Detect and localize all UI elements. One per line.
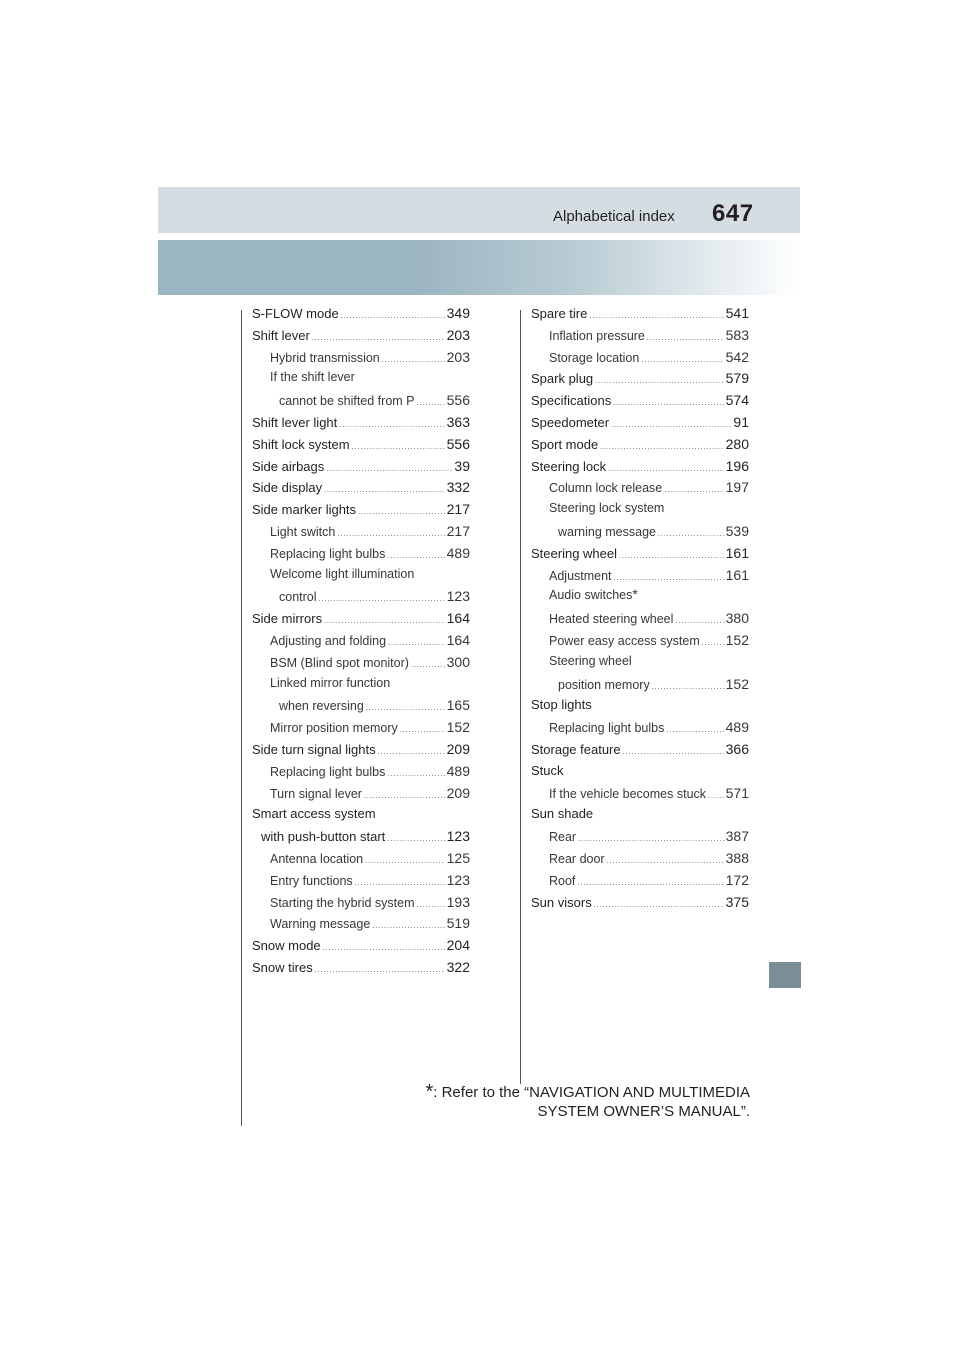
dot-leader (319, 596, 445, 603)
index-page-number: 161 (725, 566, 749, 583)
dot-leader (614, 575, 724, 582)
index-term: Roof (549, 873, 576, 888)
index-entry (531, 632, 749, 654)
index-entry (531, 850, 749, 872)
index-term: Spare tire (531, 306, 588, 321)
index-term: Inflation pressure (549, 328, 645, 343)
index-term: Linked mirror function (270, 675, 391, 690)
index-entry (531, 392, 749, 414)
index-page-number: 217 (446, 522, 470, 539)
dot-leader (339, 422, 444, 429)
index-page-number: 542 (725, 348, 749, 365)
index-term: Storage location (549, 350, 640, 365)
index-term: Side turn signal lights (252, 741, 376, 757)
index-page-number: 556 (446, 392, 470, 409)
index-page-number: 164 (446, 610, 470, 627)
dot-leader (337, 531, 444, 538)
index-term: Shift lever light (252, 414, 338, 430)
index-term: Storage feature (531, 741, 621, 757)
index-entry (252, 588, 470, 610)
dot-leader (323, 945, 445, 952)
index-term: Sun shade (531, 806, 594, 822)
index-page-number: 193 (446, 893, 470, 910)
dot-leader (400, 727, 445, 734)
dot-leader (387, 553, 444, 560)
index-entry (252, 697, 470, 719)
column-divider-middle (520, 310, 521, 1084)
index-page-number: 123 (446, 588, 470, 605)
index-page-number: 539 (725, 522, 749, 539)
index-entry (531, 741, 749, 763)
index-page-number: 380 (725, 610, 749, 627)
index-page-number: 300 (446, 653, 470, 670)
index-entry: Audio switches * (549, 586, 638, 603)
index-entry (531, 828, 749, 850)
index-page-number: 209 (446, 784, 470, 801)
dot-leader (417, 400, 445, 407)
index-page-number: 164 (446, 631, 470, 648)
dot-leader (619, 553, 724, 560)
index-entry (531, 610, 749, 632)
index-entry (252, 567, 470, 589)
dot-leader (608, 466, 723, 473)
index-term: Light switch (270, 524, 336, 539)
footnote-line-1: : Refer to the “NAVIGATION AND MULTIMEDIA (433, 1084, 750, 1101)
index-page-number: 583 (725, 326, 749, 343)
dot-leader (372, 923, 444, 930)
section-title: Alphabetical index (553, 208, 675, 225)
index-term: Warning message (270, 917, 371, 932)
index-term: If the vehicle becomes stuck (549, 786, 707, 801)
index-column-right (531, 305, 749, 915)
index-entry (252, 523, 470, 545)
index-term: Hybrid transmission (270, 350, 380, 365)
index-term: S-FLOW mode (252, 306, 339, 321)
index-page-number: 152 (725, 675, 749, 692)
index-page-number: 387 (725, 828, 749, 845)
index-entry (252, 436, 470, 458)
index-term: Entry functions (270, 873, 353, 888)
index-page-number: 375 (725, 893, 749, 910)
index-page-number: 571 (725, 784, 749, 801)
dot-leader (708, 793, 724, 800)
dot-leader (365, 858, 445, 865)
index-term: Smart access system (252, 806, 376, 822)
index-page-number: 332 (446, 479, 470, 496)
index-column-left (252, 305, 470, 981)
dot-leader (652, 684, 724, 691)
dot-leader (595, 378, 723, 385)
index-term: Side display (252, 480, 323, 496)
index-term: Snow mode (252, 938, 321, 954)
index-term: Specifications (531, 393, 612, 409)
index-term: Side marker lights (252, 502, 357, 518)
dot-leader (366, 705, 445, 712)
index-term: Adjusting and folding (270, 633, 387, 648)
index-page-number: 172 (725, 871, 749, 888)
index-entry (531, 719, 749, 741)
index-entry (252, 741, 470, 763)
index-entry (252, 828, 470, 850)
dot-leader (352, 444, 445, 451)
index-term: BSM (Blind spot monitor) (270, 655, 409, 670)
index-entry (252, 763, 470, 785)
index-term: position memory (558, 677, 650, 692)
column-divider-left (241, 310, 242, 1126)
index-term: Side mirrors (252, 611, 323, 627)
index-entry (252, 370, 470, 392)
index-entry (252, 676, 470, 698)
dot-leader (578, 836, 724, 843)
index-entry (531, 676, 749, 698)
index-term: Stop lights (531, 697, 592, 713)
index-page-number: 322 (446, 958, 470, 975)
index-entry (252, 545, 470, 567)
index-side-tab (769, 962, 801, 988)
dot-leader (324, 618, 445, 625)
index-term: Antenna location (270, 851, 364, 866)
footnote-star: * (425, 1081, 434, 1103)
index-page-number: 165 (446, 697, 470, 714)
index-entry (252, 327, 470, 349)
index-entry (531, 523, 749, 545)
index-entry (252, 501, 470, 523)
dot-leader (387, 771, 444, 778)
index-entry (252, 872, 470, 894)
index-term: Steering wheel (549, 653, 632, 668)
index-term: Audio switches (549, 588, 633, 603)
index-page-number: 197 (725, 479, 749, 496)
index-term: Mirror position memory (270, 721, 398, 736)
index-page-number: 388 (725, 849, 749, 866)
index-page-number: 209 (446, 740, 470, 757)
dot-leader (613, 400, 723, 407)
index-entry (531, 654, 749, 676)
index-term: Sport mode (531, 436, 599, 452)
dot-leader (358, 509, 445, 516)
index-page-number: 579 (725, 370, 749, 387)
index-page-number: 366 (725, 740, 749, 757)
dot-leader (600, 444, 723, 451)
index-page-number: 556 (446, 435, 470, 452)
index-term: Speedometer (531, 414, 610, 430)
header-gradient-band (158, 240, 800, 295)
index-entry (252, 959, 470, 981)
index-term: If the shift lever (270, 370, 355, 385)
index-entry (252, 414, 470, 436)
index-entry (252, 654, 470, 676)
index-term: Rear door (549, 851, 605, 866)
index-entry (531, 806, 749, 828)
dot-leader (326, 466, 452, 473)
dot-leader (666, 727, 723, 734)
index-term: Snow tires (252, 959, 313, 975)
index-entry (531, 414, 749, 436)
index-page-number: 203 (446, 326, 470, 343)
index-term: Side airbags (252, 458, 325, 474)
dot-leader (341, 313, 445, 320)
index-term: Stuck (531, 762, 564, 778)
index-entry (252, 479, 470, 501)
dot-leader (312, 335, 445, 342)
index-entry (252, 937, 470, 959)
index-term: Power easy access system (549, 633, 700, 648)
index-term: Replacing light bulbs (270, 546, 386, 561)
index-term: control (279, 590, 317, 605)
header-bar (158, 187, 800, 233)
dot-leader (364, 793, 445, 800)
index-entry (531, 436, 749, 458)
index-term: Replacing light bulbs (270, 764, 386, 779)
index-entry (252, 392, 470, 414)
index-page-number: 39 (454, 457, 470, 474)
index-entry (531, 305, 749, 327)
index-page-number: 161 (725, 544, 749, 561)
index-term: Rear (549, 830, 577, 845)
index-entry (531, 501, 749, 523)
dot-leader (675, 618, 723, 625)
index-entry (531, 479, 749, 501)
index-entry (531, 349, 749, 371)
dot-leader (382, 357, 445, 364)
index-page-number: 519 (446, 915, 470, 932)
dot-leader (387, 836, 444, 843)
index-entry (531, 872, 749, 894)
index-entry (252, 915, 470, 937)
index-term: Turn signal lever (270, 786, 362, 801)
index-entry (531, 327, 749, 349)
index-term: Shift lock system (252, 436, 350, 452)
dot-leader (589, 313, 723, 320)
index-entry (252, 785, 470, 807)
index-entry (531, 545, 749, 567)
index-term: Adjustment (549, 568, 612, 583)
index-page-number: 280 (725, 435, 749, 452)
dot-leader (623, 749, 724, 756)
index-entry (531, 785, 749, 807)
index-page-number: 574 (725, 392, 749, 409)
dot-leader (411, 662, 445, 669)
index-entry (531, 567, 749, 589)
dot-leader (664, 487, 723, 494)
index-term: Column lock release (549, 481, 663, 496)
index-page-number: 489 (725, 719, 749, 736)
index-entry (531, 697, 749, 719)
page-number: 647 (712, 200, 754, 227)
index-entry (252, 719, 470, 741)
index-page-number: 125 (446, 849, 470, 866)
dot-leader (577, 880, 723, 887)
index-page-number: 196 (725, 457, 749, 474)
index-page-number: 363 (446, 413, 470, 430)
index-term: Sun visors (531, 894, 592, 910)
dot-leader (388, 640, 445, 647)
index-term: Shift lever (252, 327, 310, 343)
index-entry (252, 349, 470, 371)
index-entry (252, 305, 470, 327)
index-term: Spark plug (531, 371, 594, 387)
index-term: when reversing (279, 699, 364, 714)
index-page-number: 349 (446, 305, 470, 321)
dot-leader (594, 902, 724, 909)
index-term: Steering wheel (531, 545, 617, 561)
index-page-number: 152 (725, 631, 749, 648)
index-page-number: 91 (733, 413, 749, 430)
index-page-number: 204 (446, 937, 470, 954)
footnote-line-2: SYSTEM OWNER’S MANUAL”. (537, 1103, 750, 1120)
index-term: Heated steering wheel (549, 612, 674, 627)
index-page-number: 489 (446, 544, 470, 561)
dot-leader (417, 902, 445, 909)
index-entry (252, 894, 470, 916)
index-entry (531, 370, 749, 392)
dot-leader (641, 357, 723, 364)
dot-leader (355, 880, 445, 887)
index-entry (252, 458, 470, 480)
index-term: Steering lock (531, 458, 607, 474)
index-page-number: 217 (446, 501, 470, 518)
footnote (425, 1083, 750, 1121)
index-page-number: 541 (725, 305, 749, 321)
index-page-number: 123 (446, 871, 470, 888)
index-entry (252, 632, 470, 654)
index-entry (252, 610, 470, 632)
index-page-number: 489 (446, 762, 470, 779)
index-page-number: 123 (446, 828, 470, 845)
index-page-number: 152 (446, 719, 470, 736)
dot-leader (647, 335, 724, 342)
index-entry (531, 894, 749, 916)
dot-leader (324, 487, 445, 494)
dot-leader (378, 749, 445, 756)
index-page-number: 203 (446, 348, 470, 365)
index-term: with push-button start (261, 829, 386, 845)
index-entry (252, 850, 470, 872)
dot-leader (611, 422, 731, 429)
index-term: Starting the hybrid system (270, 895, 415, 910)
index-term: warning message (558, 524, 656, 539)
index-entry (531, 763, 749, 785)
index-term: Welcome light illumination (270, 566, 415, 581)
index-term: Replacing light bulbs (549, 721, 665, 736)
dot-leader (607, 858, 724, 865)
dot-leader (658, 531, 724, 538)
dot-leader (315, 967, 445, 974)
index-term: cannot be shifted from P (279, 394, 415, 409)
index-term: Steering lock system (549, 501, 665, 516)
dot-leader (702, 640, 724, 647)
index-entry (252, 806, 470, 828)
index-entry (531, 458, 749, 480)
